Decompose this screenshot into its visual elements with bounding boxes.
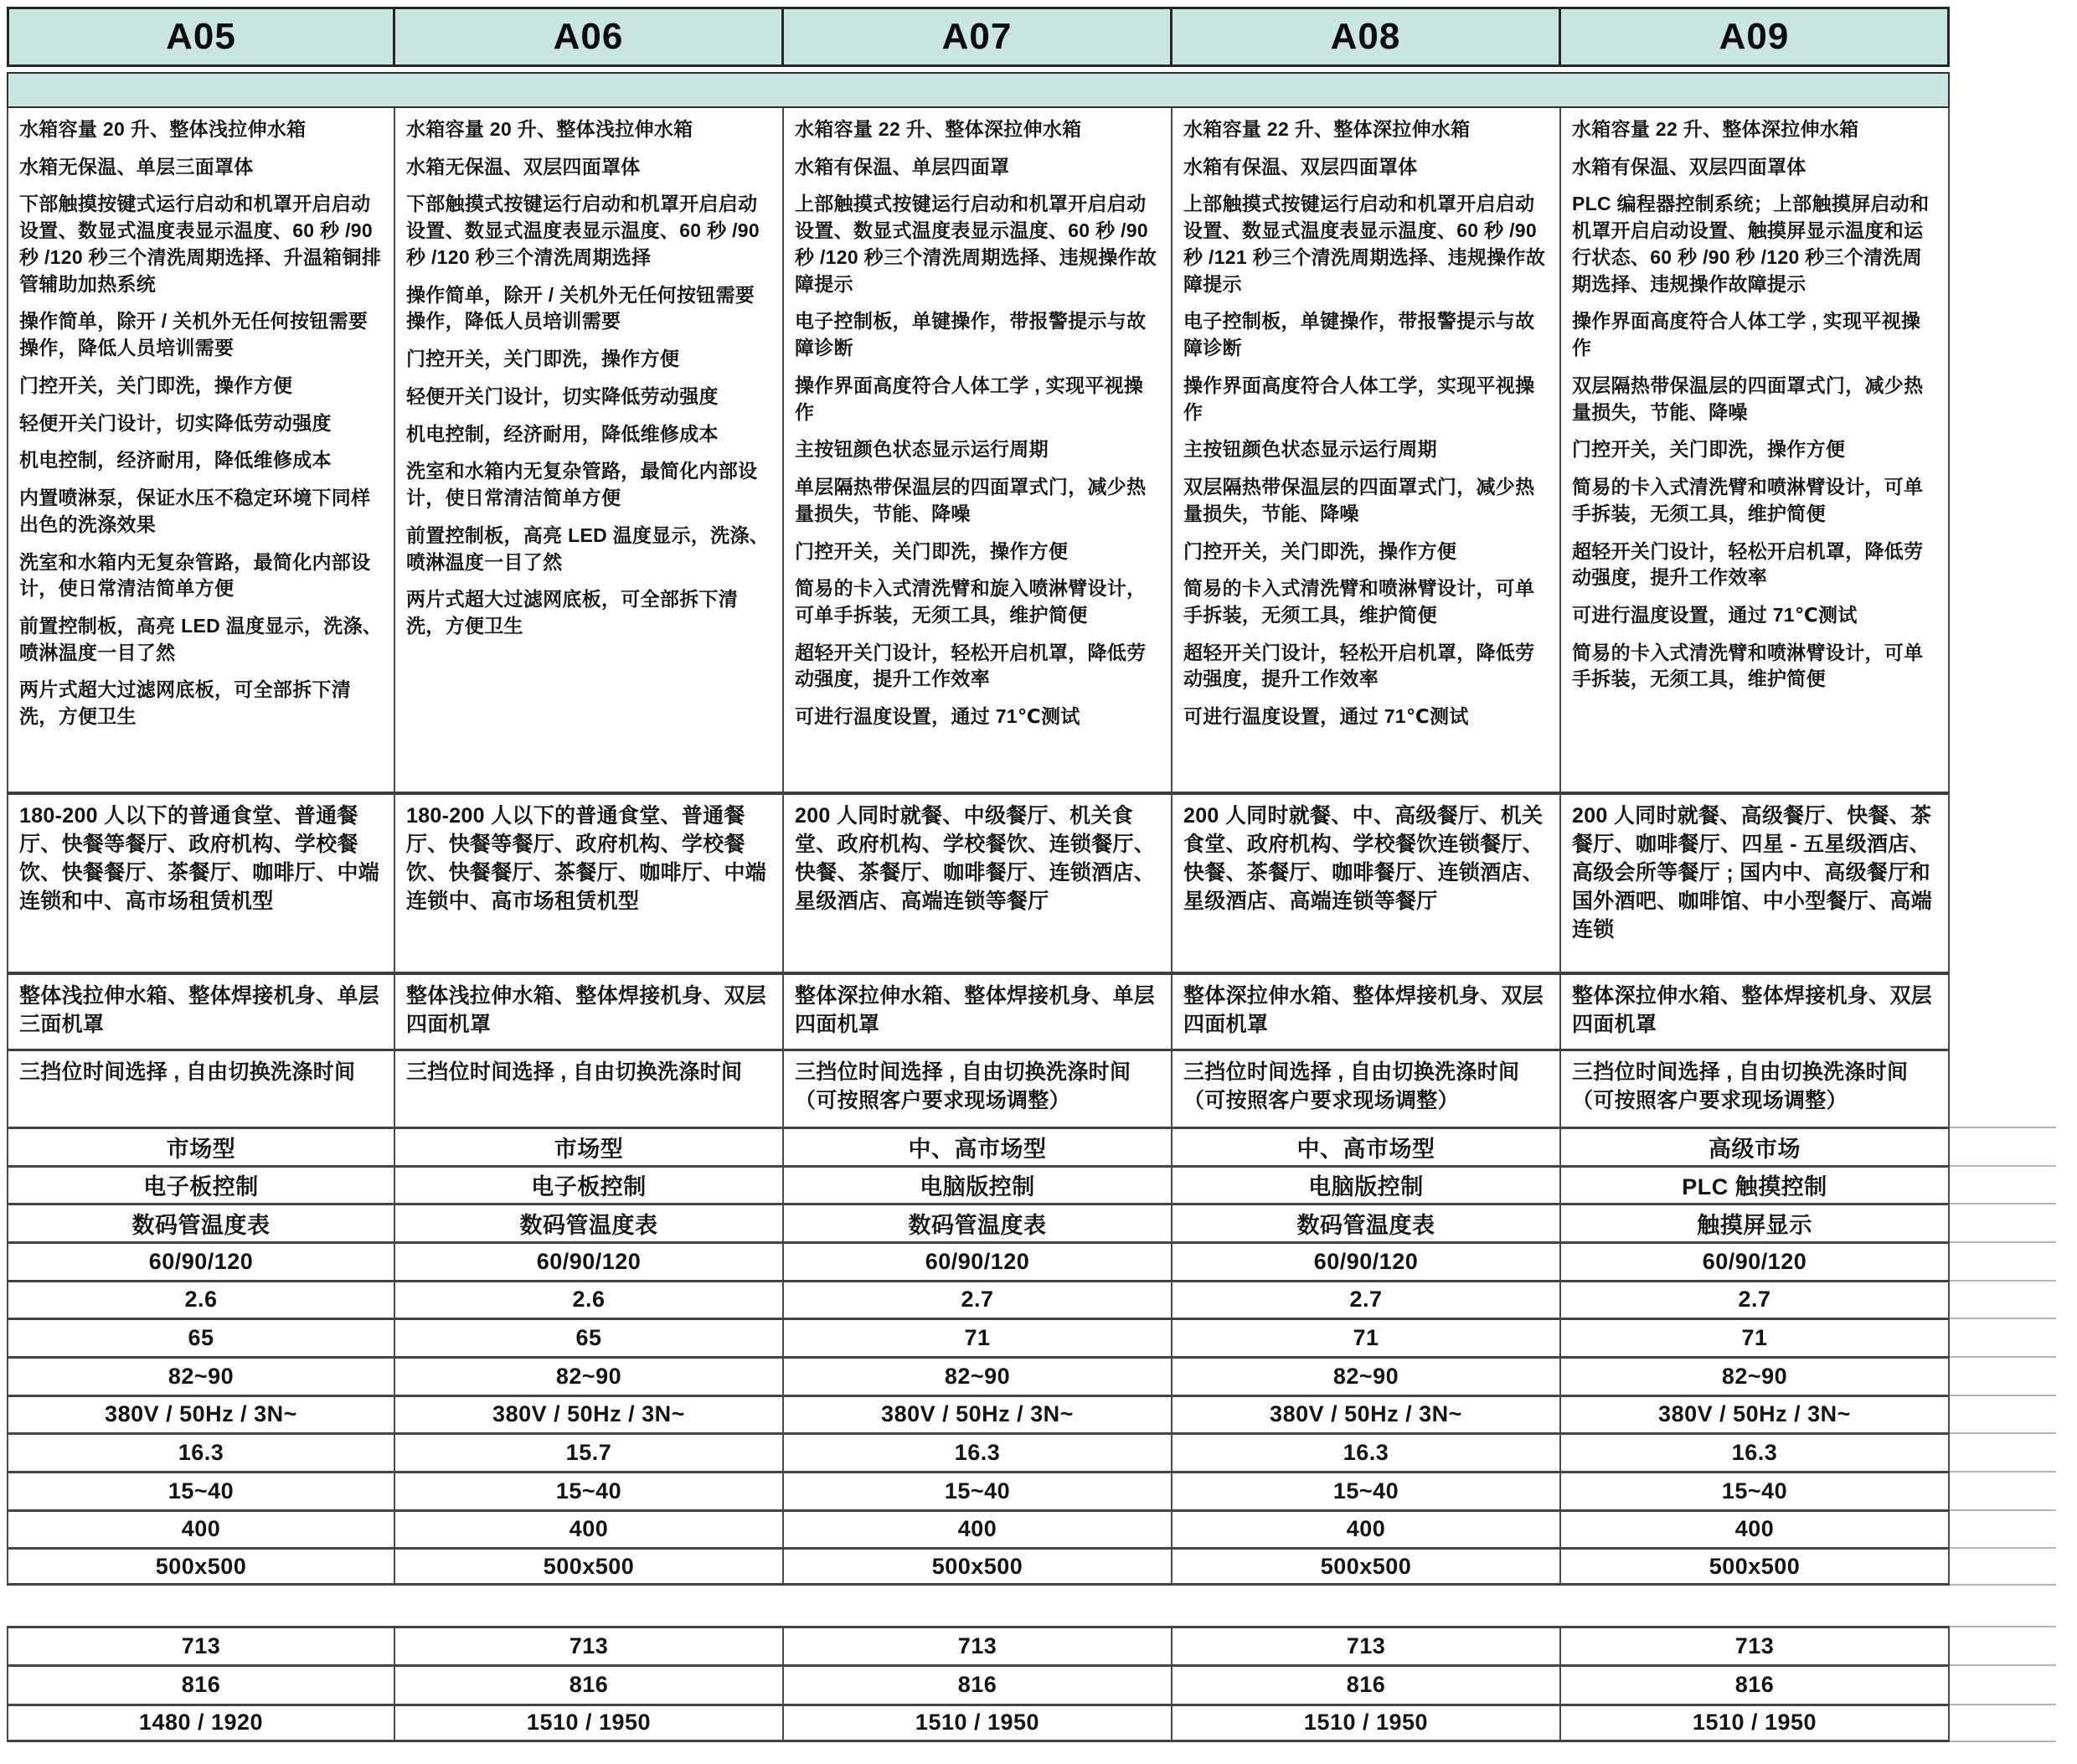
features-a09	[1561, 108, 1950, 792]
spec-cell: 400	[395, 1509, 784, 1548]
construction-a08: 整体深拉伸水箱、整体焊接机身、双层四面机罩	[1172, 972, 1561, 1049]
spec-row-5	[7, 1280, 2056, 1318]
spec-cell: 中、高市场型	[784, 1127, 1172, 1165]
spec-cell: 60/90/120	[7, 1241, 395, 1280]
features-a07	[784, 108, 1172, 792]
row-filler	[1950, 1626, 2056, 1664]
application-a06: 180-200 人以下的普通食堂、普通餐厅、快餐等餐厅、政府机构、学校餐饮、快餐餐厅、茶餐厅、咖啡厅、中端连锁中、高市场租赁机型	[395, 792, 784, 972]
feature-item: 可进行温度设置，通过 71℃测试	[795, 705, 1080, 728]
application-a07: 200 人同时就餐、中级餐厅、机关食堂、政府机构、学校餐饮、连锁餐厅、快餐、茶餐厅、咖啡餐厅、连锁酒店、星级酒店、高端连锁等餐厅	[784, 792, 1172, 972]
feature-item: 门控开关，关门即洗，操作方便	[1572, 438, 1846, 461]
spec-cell: 82~90	[395, 1356, 784, 1395]
spec-table-main	[7, 1127, 2056, 1586]
spec-cell: 触摸屏显示	[1561, 1203, 1950, 1241]
spec-cell: 60/90/120	[395, 1241, 784, 1280]
spec-cell: 1480 / 1920	[7, 1704, 395, 1742]
spec-cell: 2.7	[1561, 1280, 1950, 1318]
row-filler	[1950, 1471, 2056, 1509]
row-filler	[1950, 1280, 2056, 1318]
spec-row-control-type	[7, 1165, 2056, 1204]
spec-cell: 500x500	[1561, 1547, 1950, 1586]
feature-item: 超轻开关门设计，轻松开启机罩，降低劳动强度，提升工作效率	[1572, 539, 1924, 589]
spec-cell: 数码管温度表	[784, 1203, 1172, 1241]
time-selection-a09: 三挡位时间选择 , 自由切换洗涤时间（可按照客户要求现场调整）	[1561, 1049, 1950, 1127]
time-selection-row	[7, 1049, 1950, 1127]
spec-cell: 60/90/120	[784, 1241, 1172, 1280]
spec-cell: 市场型	[7, 1127, 395, 1165]
feature-item: 简易的卡入式清洗臂和喷淋臂设计，可单手拆装，无须工具，维护简便	[1572, 476, 1924, 524]
feature-item: 单层隔热带保温层的四面罩式门，减少热量损失，节能、降噪	[795, 476, 1147, 524]
row-filler	[1950, 1395, 2056, 1433]
model-header-row	[7, 7, 1950, 67]
feature-item: 下部触摸式按键运行启动和机罩开启启动设置、数显式温度表显示温度、60 秒 /90 秒 /120 秒三个清洗周期选择	[406, 193, 760, 268]
feature-item: 双层隔热带保温层的四面罩式门，减少热量损失，节能、降噪	[1572, 374, 1924, 423]
feature-item: 上部触摸式按键运行启动和机罩开启启动设置、数显式温度表显示温度、60 秒 /90 秒 /121 秒三个清洗周期选择、违规操作故障提示	[1183, 193, 1546, 295]
spec-cell: 816	[7, 1664, 395, 1703]
feature-item: 超轻开关门设计，轻松开启机罩，降低劳动强度，提升工作效率	[795, 641, 1147, 690]
row-filler	[1950, 1203, 2056, 1241]
spec-cell: 82~90	[1561, 1356, 1950, 1395]
feature-item: 机电控制，经济耐用，降低维修成本	[19, 449, 332, 472]
feature-item: 水箱容量 22 升、整体深拉伸水箱	[1183, 118, 1471, 140]
spec-cell: 市场型	[395, 1127, 784, 1165]
feature-item: 轻便开关门设计，切实降低劳动强度	[406, 384, 719, 407]
feature-item: 门控开关，关门即洗，操作方便	[795, 539, 1069, 562]
spec-cell: 82~90	[7, 1356, 395, 1395]
spec-cell: 1510 / 1950	[784, 1704, 1172, 1742]
spec-row-wash-cycles	[7, 1241, 2056, 1280]
feature-item: 水箱有保温、单层四面罩	[795, 155, 1010, 178]
spec-row-11	[7, 1509, 2056, 1548]
spec-cell: 816	[1561, 1664, 1950, 1703]
spec-row-temperature-display	[7, 1203, 2056, 1241]
feature-item: 电子控制板，单键操作，带报警提示与故障诊断	[795, 310, 1147, 359]
spec-cell: 400	[7, 1509, 395, 1548]
construction-a05: 整体浅拉伸水箱、整体焊接机身、单层三面机罩	[7, 972, 395, 1049]
feature-item: 双层隔热带保温层的四面罩式门，减少热量损失，节能、降噪	[1183, 476, 1535, 524]
construction-a06: 整体浅拉伸水箱、整体焊接机身、双层四面机罩	[395, 972, 784, 1049]
application-a08: 200 人同时就餐、中、高级餐厅、机关食堂、政府机构、学校餐饮连锁餐厅、快餐、茶餐厅、咖啡餐厅、连锁酒店、星级酒店、高端连锁等餐厅	[1172, 792, 1561, 972]
spec-cell: 15~40	[395, 1471, 784, 1509]
feature-item: 超轻开关门设计，轻松开启机罩，降低劳动强度，提升工作效率	[1183, 641, 1535, 690]
spec-cell: 15~40	[1561, 1471, 1950, 1509]
row-filler	[1950, 1704, 2056, 1742]
time-selection-a05: 三挡位时间选择 , 自由切换洗涤时间	[7, 1049, 395, 1127]
spec-cell: 71	[784, 1318, 1172, 1356]
spec-cell: 16.3	[7, 1432, 395, 1471]
spec-cell: 816	[395, 1664, 784, 1703]
spec-cell: 65	[395, 1318, 784, 1356]
feature-item: 下部触摸按键式运行启动和机罩开启启动设置、数显式温度表显示温度、60 秒 /90 秒 /120 秒三个清洗周期选择、升温箱铜排管辅助加热系统	[19, 193, 382, 295]
spec-cell: 中、高市场型	[1172, 1127, 1561, 1165]
spec-row-9	[7, 1432, 2056, 1471]
feature-item: PLC 编程器控制系统；上部触摸屏启动和机罩开启启动设置、触摸屏显示温度和运行状态、60 秒 /90 秒 /120 秒三个清洗周期选择、违规操作故障提示	[1572, 193, 1930, 295]
feature-item: 水箱容量 20 升、整体浅拉伸水箱	[19, 118, 307, 140]
spec-table-dimensions	[7, 1626, 2056, 1742]
feature-item: 水箱容量 20 升、整体浅拉伸水箱	[406, 118, 693, 140]
spec-cell: PLC 触摸控制	[1561, 1165, 1950, 1204]
spec-cell: 65	[7, 1318, 395, 1356]
feature-item: 水箱无保温、双层四面罩体	[406, 155, 641, 178]
feature-item: 前置控制板，高亮 LED 温度显示，洗涤、喷淋温度一目了然	[406, 524, 770, 573]
spec-cell: 400	[1561, 1509, 1950, 1548]
spec-row-basket-size	[7, 1547, 2056, 1586]
row-filler	[1950, 1318, 2056, 1356]
spec-cell: 71	[1172, 1318, 1561, 1356]
feature-item: 门控开关，关门即洗，操作方便	[1183, 539, 1457, 562]
feature-item: 内置喷淋泵，保证水压不稳定环境下同样出色的洗涤效果	[19, 487, 371, 535]
spec-row-power-supply	[7, 1395, 2056, 1433]
feature-item: 可进行温度设置，通过 71℃测试	[1183, 705, 1469, 728]
spec-cell: 1510 / 1950	[395, 1704, 784, 1742]
feature-item: 简易的卡入式清洗臂和喷淋臂设计，可单手拆装，无须工具，维护简便	[1572, 641, 1924, 690]
spec-cell: 500x500	[784, 1547, 1172, 1586]
spec-cell: 2.7	[784, 1280, 1172, 1318]
row-filler	[1950, 1356, 2056, 1395]
feature-item: 门控开关，关门即洗，操作方便	[406, 348, 680, 370]
feature-item: 操作界面高度符合人体工学 , 实现平视操作	[1572, 310, 1921, 359]
row-filler	[1950, 1509, 2056, 1548]
feature-item: 操作简单，除开 / 关机外无任何按钮需要操作，降低人员培训需要	[19, 310, 368, 359]
feature-item: 前置控制板，高亮 LED 温度显示，洗涤、喷淋温度一目了然	[19, 615, 383, 663]
feature-item: 洗室和水箱内无复杂管路，最简化内部设计，使日常清洁简单方便	[19, 550, 371, 600]
time-selection-a07: 三挡位时间选择 , 自由切换洗涤时间（可按照客户要求现场调整）	[784, 1049, 1172, 1127]
time-selection-a06: 三挡位时间选择 , 自由切换洗涤时间	[395, 1049, 784, 1127]
feature-item: 操作简单，除开 / 关机外无任何按钮需要操作，降低人员培训需要	[406, 283, 755, 333]
teal-band	[7, 72, 1950, 108]
spec-cell: 713	[7, 1626, 395, 1664]
spec-cell: 数码管温度表	[395, 1203, 784, 1241]
spec-cell: 电子板控制	[7, 1165, 395, 1204]
feature-item: 水箱有保温、双层四面罩体	[1183, 155, 1418, 178]
spec-cell: 电脑版控制	[784, 1165, 1172, 1204]
spec-cell: 1510 / 1950	[1561, 1704, 1950, 1742]
application-a09: 200 人同时就餐、高级餐厅、快餐、茶餐厅、咖啡餐厅、四星 - 五星级酒店、高级会所等餐厅 ; 国内中、高级餐厅和国外酒吧、咖啡馆、中小型餐厅、高端连锁	[1561, 792, 1950, 972]
spec-cell: 2.6	[395, 1280, 784, 1318]
spec-row-wash-temp-range	[7, 1356, 2056, 1395]
row-filler	[1950, 1165, 2056, 1204]
spec-cell: 2.6	[7, 1280, 395, 1318]
features-a05	[7, 108, 395, 792]
feature-item: 水箱有保温、双层四面罩体	[1572, 155, 1806, 178]
row-filler	[1950, 1127, 2056, 1165]
model-header-a06: A06	[395, 7, 784, 67]
spec-cell: 16.3	[784, 1432, 1172, 1471]
feature-item: 水箱无保温、单层三面罩体	[19, 155, 254, 178]
spec-cell: 数码管温度表	[7, 1203, 395, 1241]
row-filler	[1950, 1432, 2056, 1471]
spec-row-dim-2	[7, 1664, 2056, 1703]
feature-item: 轻便开关门设计，切实降低劳动强度	[19, 411, 332, 434]
spec-cell: 400	[1172, 1509, 1561, 1548]
spec-cell: 15~40	[1172, 1471, 1561, 1509]
spec-cell: 高级市场	[1561, 1127, 1950, 1165]
spec-cell: 15.7	[395, 1432, 784, 1471]
spec-cell: 2.7	[1172, 1280, 1561, 1318]
spec-cell: 数码管温度表	[1172, 1203, 1561, 1241]
spec-cell: 380V / 50Hz / 3N~	[395, 1395, 784, 1433]
spec-cell: 电脑版控制	[1172, 1165, 1561, 1204]
construction-a07: 整体深拉伸水箱、整体焊接机身、单层四面机罩	[784, 972, 1172, 1049]
spec-cell: 16.3	[1172, 1432, 1561, 1471]
spec-cell: 1510 / 1950	[1172, 1704, 1561, 1742]
time-selection-a08: 三挡位时间选择 , 自由切换洗涤时间（可按照客户要求现场调整）	[1172, 1049, 1561, 1127]
feature-item: 洗室和水箱内无复杂管路，最简化内部设计，使日常清洁简单方便	[406, 460, 758, 509]
spec-cell: 60/90/120	[1172, 1241, 1561, 1280]
spec-cell: 713	[395, 1626, 784, 1664]
model-header-a09: A09	[1561, 7, 1950, 67]
row-filler	[1950, 1664, 2056, 1703]
model-header-a07: A07	[784, 7, 1172, 67]
row-filler	[1950, 1547, 2056, 1586]
construction-a09: 整体深拉伸水箱、整体焊接机身、双层四面机罩	[1561, 972, 1950, 1049]
model-header-a05: A05	[7, 7, 395, 67]
spec-cell: 380V / 50Hz / 3N~	[1172, 1395, 1561, 1433]
spec-row-market-type	[7, 1127, 2056, 1165]
features-a08	[1172, 108, 1561, 792]
spec-cell: 500x500	[1172, 1547, 1561, 1586]
spec-cell: 380V / 50Hz / 3N~	[1561, 1395, 1950, 1433]
spec-row-6	[7, 1318, 2056, 1356]
spec-cell: 15~40	[7, 1471, 395, 1509]
feature-item: 主按钮颜色状态显示运行周期	[1183, 438, 1437, 461]
feature-item: 门控开关，关门即洗，操作方便	[19, 374, 293, 396]
spec-row-10	[7, 1471, 2056, 1509]
spec-cell: 16.3	[1561, 1432, 1950, 1471]
features-row	[7, 108, 1950, 792]
spec-cell: 380V / 50Hz / 3N~	[7, 1395, 395, 1433]
feature-item: 两片式超大过滤网底板，可全部拆下清洗，方便卫生	[406, 588, 739, 637]
feature-item: 两片式超大过滤网底板，可全部拆下清洗，方便卫生	[19, 678, 352, 728]
feature-item: 电子控制板，单键操作，带报警提示与故障诊断	[1183, 310, 1535, 359]
features-a06	[395, 108, 784, 792]
feature-item: 水箱容量 22 升、整体深拉伸水箱	[795, 118, 1082, 140]
spec-cell: 60/90/120	[1561, 1241, 1950, 1280]
construction-row	[7, 972, 1950, 1049]
spec-cell: 71	[1561, 1318, 1950, 1356]
row-filler	[1950, 1241, 2056, 1280]
spec-cell: 816	[1172, 1664, 1561, 1703]
spec-cell: 380V / 50Hz / 3N~	[784, 1395, 1172, 1433]
spec-cell: 713	[784, 1626, 1172, 1664]
spec-cell: 500x500	[7, 1547, 395, 1586]
spec-cell: 15~40	[784, 1471, 1172, 1509]
feature-item: 可进行温度设置，通过 71℃测试	[1572, 604, 1858, 627]
feature-item: 操作界面高度符合人体工学，实现平视操作	[1183, 374, 1535, 423]
spec-cell: 400	[784, 1509, 1172, 1548]
comparison-grid	[7, 108, 1950, 1127]
spec-row-dim-1	[7, 1626, 2056, 1664]
spec-cell: 713	[1172, 1626, 1561, 1664]
feature-item: 简易的卡入式清洗臂和旋入喷淋臂设计，可单手拆装，无须工具，维护简便	[795, 577, 1147, 627]
spec-cell: 816	[784, 1664, 1172, 1703]
spec-row-dim-3	[7, 1704, 2056, 1742]
feature-item: 机电控制，经济耐用，降低维修成本	[406, 422, 719, 445]
spec-cell: 500x500	[395, 1547, 784, 1586]
applications-row	[7, 792, 1950, 972]
spec-cell: 713	[1561, 1626, 1950, 1664]
feature-item: 操作界面高度符合人体工学 , 实现平视操作	[795, 374, 1144, 423]
feature-item: 水箱容量 22 升、整体深拉伸水箱	[1572, 118, 1859, 140]
spec-cell: 82~90	[1172, 1356, 1561, 1395]
application-a05: 180-200 人以下的普通食堂、普通餐厅、快餐等餐厅、政府机构、学校餐饮、快餐餐厅、茶餐厅、咖啡厅、中端连锁和中、高市场租赁机型	[7, 792, 395, 972]
spec-cell: 电子板控制	[395, 1165, 784, 1204]
spec-cell: 82~90	[784, 1356, 1172, 1395]
feature-item: 主按钮颜色状态显示运行周期	[795, 438, 1049, 461]
feature-item: 上部触摸式按键运行启动和机罩开启启动设置、数显式温度表显示温度、60 秒 /90 秒 /120 秒三个清洗周期选择、违规操作故障提示	[795, 193, 1157, 295]
feature-item: 简易的卡入式清洗臂和喷淋臂设计，可单手拆装，无须工具，维护简便	[1183, 577, 1535, 627]
model-header-a08: A08	[1172, 7, 1561, 67]
